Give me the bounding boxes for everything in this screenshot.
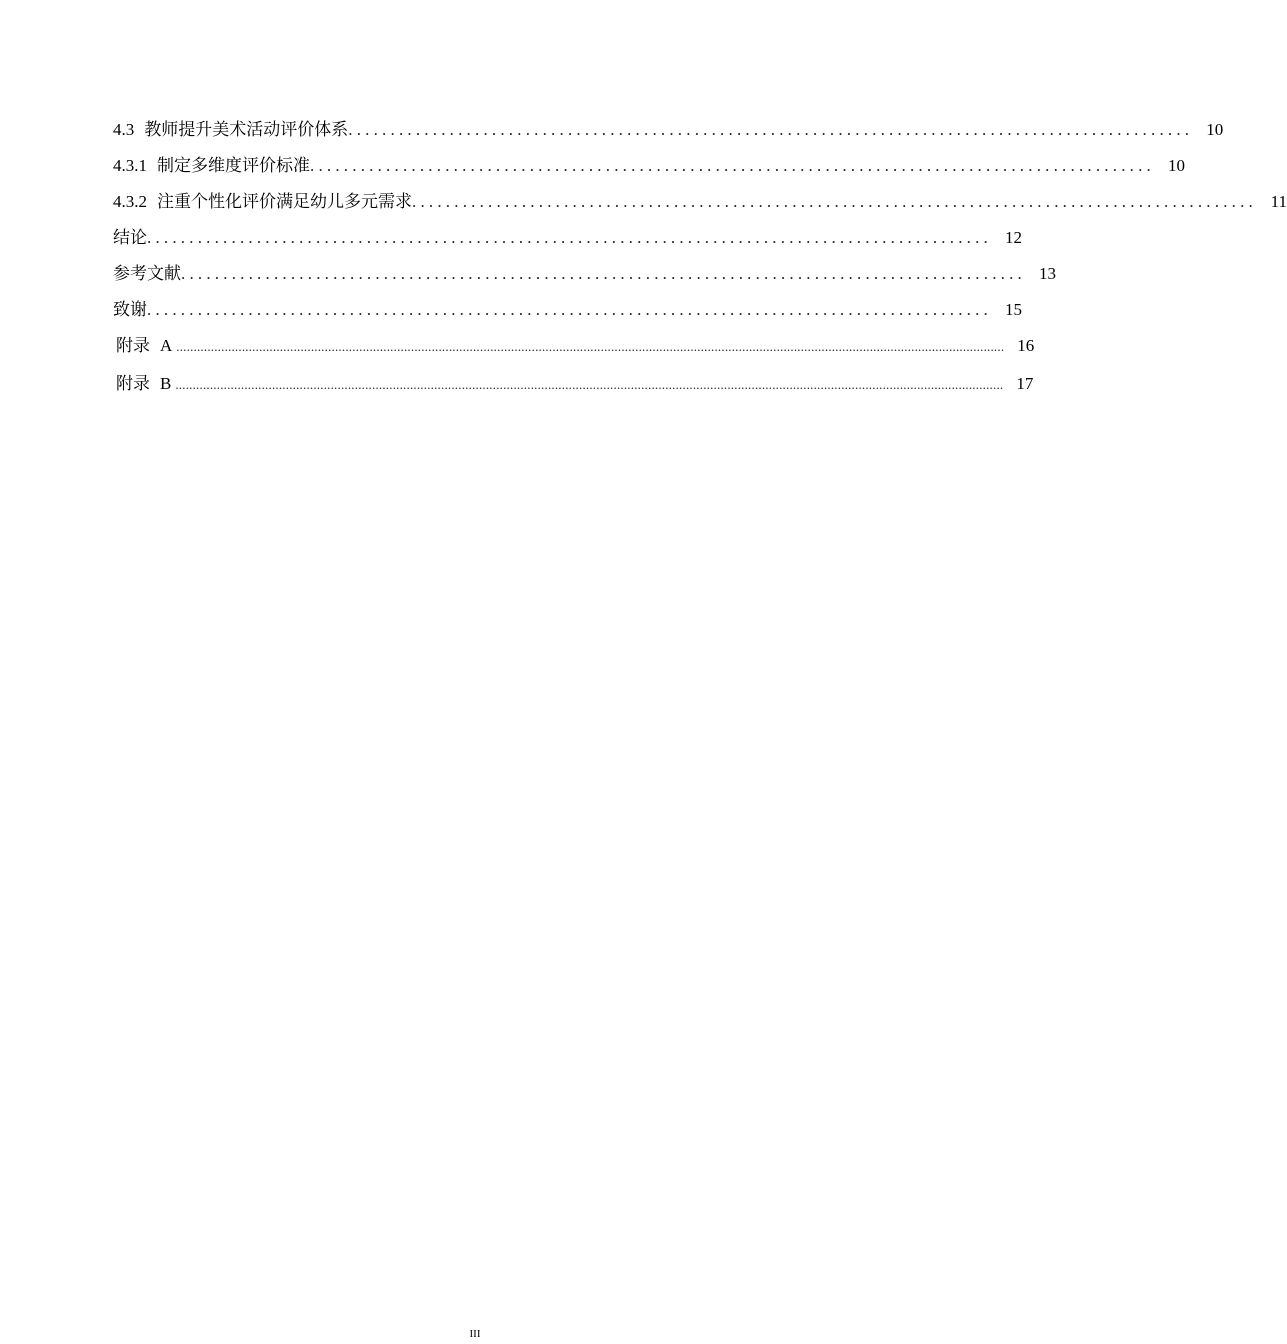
toc-entry-number: 4.3.1	[113, 156, 147, 175]
page-footer-number: III	[469, 1328, 481, 1340]
appendix-word: 附录	[116, 336, 150, 355]
toc-entry-page: 10	[1206, 120, 1224, 139]
toc-entry-number: 4.3.2	[113, 192, 147, 211]
toc-leader-dots: ....................................................................................................	[310, 156, 1155, 175]
toc-entry[interactable]	[113, 262, 1056, 298]
toc-entry-page: 13	[1039, 264, 1056, 283]
toc-appendix-entry[interactable]	[113, 372, 1034, 408]
toc-entry[interactable]	[113, 190, 1287, 226]
toc-entry-page: 11	[1270, 192, 1287, 211]
appendix-letter: A	[160, 336, 173, 355]
toc-entry[interactable]	[113, 118, 1224, 154]
toc-entry-page: 10	[1168, 156, 1185, 175]
toc-appendix-title	[113, 372, 175, 396]
toc-appendix-title	[113, 334, 176, 358]
toc-entry-title: 参考文献	[113, 264, 181, 283]
toc-leader-dots: ................................................................................................................................................................................................................................................	[176, 339, 1005, 354]
toc-entry-title: 致谢	[113, 300, 147, 319]
toc-leader-dots: ....................................................................................................	[147, 228, 992, 247]
toc-entry[interactable]	[113, 154, 1185, 190]
toc-entry-page: 12	[1005, 228, 1022, 247]
toc-entry-title: 注重个性化评价满足幼儿多元需求	[157, 192, 412, 211]
toc-leader-dots: ................................................................................................................................................................................................................................................	[175, 377, 1004, 392]
toc-leader-dots: ....................................................................................................	[348, 120, 1194, 139]
toc-entry-page: 16	[1017, 336, 1035, 355]
appendix-word: 附录	[116, 374, 150, 393]
toc-appendix-entry[interactable]	[113, 334, 1035, 372]
toc-entry-title: 教师提升美术活动评价体系	[144, 120, 349, 139]
toc-entry-title: 结论	[113, 228, 147, 247]
toc-leader-dots: ....................................................................................................	[412, 192, 1257, 211]
toc-entry-page: 15	[1005, 300, 1022, 319]
toc-entry[interactable]	[113, 226, 1022, 262]
toc-entry-title: 制定多维度评价标准	[157, 156, 310, 175]
toc-entry[interactable]	[113, 298, 1022, 334]
table-of-contents	[113, 118, 1287, 408]
toc-entry-number: 4.3	[113, 120, 135, 139]
toc-leader-dots: ....................................................................................................	[147, 300, 992, 319]
appendix-letter: B	[160, 374, 172, 393]
toc-entry-page: 17	[1016, 374, 1034, 393]
toc-leader-dots: ....................................................................................................	[181, 264, 1026, 283]
